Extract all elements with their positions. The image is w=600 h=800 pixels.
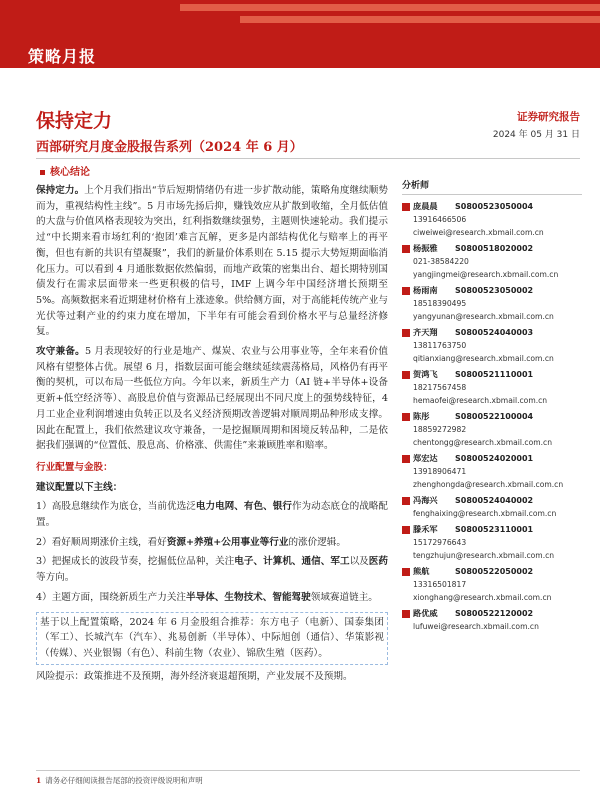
suggest-heading: [36, 480, 388, 496]
analyst-license: S0800518020002: [455, 244, 534, 253]
list-item-3-pre: 3）把握成长的波段节奏，挖掘低位品种，关注: [36, 556, 235, 568]
analyst-email[interactable]: lufuwei@research.xbmail.com.cn: [413, 622, 539, 631]
banner-stripe: [180, 4, 600, 11]
analyst-icon: [402, 329, 410, 337]
banner-stripe: [240, 16, 600, 23]
analyst-entry: [402, 326, 582, 365]
main-content: [36, 183, 388, 684]
paragraph-2: [36, 344, 388, 454]
analyst-license: S0800523110001: [455, 525, 534, 534]
analyst-entry: [402, 368, 582, 407]
footer-divider: [36, 770, 580, 771]
analyst-name: 杨振雅: [413, 243, 438, 253]
analyst-entry: [402, 284, 582, 323]
analyst-icon: [402, 413, 410, 421]
analyst-icon: [402, 455, 410, 463]
analyst-email[interactable]: tengzhujun@research.xbmail.com.cn: [413, 551, 555, 560]
analyst-phone: 13918906471: [413, 467, 467, 476]
paragraph-1: [36, 183, 388, 340]
analyst-phone: 18518390495: [413, 299, 467, 308]
analyst-name: 冯海兴: [413, 495, 438, 505]
sidebar-heading: 分析师: [402, 178, 582, 195]
analyst-entry: [402, 452, 582, 491]
analyst-icon: [402, 371, 410, 379]
analyst-row: [402, 565, 582, 578]
analyst-name: 路优威: [413, 608, 438, 618]
analyst-license: S0800521110001: [455, 370, 534, 379]
section-heading-label: 核心结论: [50, 167, 90, 178]
paragraph-2-text: 5 月表现较好的行业是地产、煤炭、农业与公用事业等，全年来看价值风格有望整体占优。展望 6 月，指数层面可能会继续延续震荡格局，风格仍有再平衡的契机，可以布局一些低位方向。今年以来，新质生产力（AI 链+半导体+设备更新+低空经济等）、高股息价值与资源品已经展现出不同尺度上的强势线特征，4 月工业企业利润增速由负转正以及名义经济预期改善逻辑对顺周期品种形成支撑。因此在配置上，我们依然建议攻守兼备，一是挖掘顺周期和困境反转品种，二是依据我们强调的“位置低、股息高、价格涨、供需佳”来兼顾胜率和赔率。: [36, 346, 389, 452]
analyst-icon: [402, 568, 410, 576]
analyst-phone: 15172976643: [413, 538, 467, 547]
analyst-row: [402, 494, 582, 507]
analyst-name: 庞晨晨: [413, 201, 438, 211]
analyst-license: S0800523050002: [455, 286, 534, 295]
banner-title: 策略月报: [28, 47, 97, 66]
analyst-entry: [402, 242, 582, 281]
report-subtitle: 西部研究月度金股报告系列（2024 年 6 月）: [36, 140, 303, 155]
analyst-email[interactable]: zhenghongda@research.xbmail.com.cn: [413, 480, 564, 489]
analyst-row: [402, 607, 582, 620]
analyst-icon: [402, 610, 410, 618]
title-divider: [36, 158, 580, 159]
analyst-phone: 13811763750: [413, 341, 467, 350]
suggest-heading-label: 建议配置以下主线：: [36, 481, 123, 493]
analyst-icon: [402, 245, 410, 253]
list-item-1-bold: 电力电网、有色、银行: [195, 501, 292, 513]
analyst-entry: [402, 523, 582, 562]
list-item-2-bold: 资源+养殖+公用事业等行业: [166, 536, 289, 548]
analyst-license: S0800523050004: [455, 202, 534, 211]
analyst-license: S0800522120002: [455, 609, 534, 618]
analyst-row: [402, 200, 582, 213]
analyst-row: [402, 410, 582, 423]
analyst-email[interactable]: hemaofei@research.xbmail.com.cn: [413, 396, 548, 405]
analyst-phone: 18859272982: [413, 425, 467, 434]
analyst-name: 郑宏达: [413, 453, 438, 463]
portfolio-recommendation: 基于以上配置策略，2024 年 6 月金股组合推荐：东方电子（电新）、国泰集团（军工）、长城汽车（汽车）、兆易创新（半导体）、中际旭创（通信）、华策影视（传媒）、兴业银锡（有色）、科前生物（农业）、锦欣生殖（医药）。: [36, 612, 388, 665]
analyst-entry: [402, 565, 582, 604]
analyst-name: 齐天翔: [413, 327, 438, 337]
list-item-3-post: 等方向。: [36, 572, 75, 584]
paragraph-1-lead: 保持定力。: [36, 185, 85, 196]
list-item-1: [36, 499, 388, 530]
list-item-1-pre: 1）高股息继续作为底仓，当前优选泛: [36, 501, 196, 513]
report-title: 保持定力: [36, 110, 113, 132]
analyst-phone: 13916466506: [413, 215, 467, 224]
analyst-email[interactable]: yangyunan@research.xbmail.com.cn: [413, 312, 554, 321]
risk-warning: 风险提示：政策推进不及预期，海外经济衰退超预期，产业发展不及预期。: [36, 670, 353, 682]
list-item-4-post: 领域赛道链主。: [310, 591, 378, 603]
config-heading: 行业配置与金股：: [36, 461, 113, 473]
analyst-list: [402, 200, 582, 633]
analyst-icon: [402, 203, 410, 211]
analyst-icon: [402, 497, 410, 505]
list-item-2-post: 的涨价逻辑。: [288, 536, 346, 548]
paragraph-2-lead: 攻守兼备。: [36, 346, 85, 358]
analyst-icon: [402, 287, 410, 295]
analyst-entry: [402, 607, 582, 633]
report-type: 证券研究报告: [517, 111, 580, 123]
analyst-row: [402, 284, 582, 297]
analyst-name: 熊航: [413, 566, 430, 576]
analyst-icon: [402, 526, 410, 534]
analyst-sidebar: [402, 178, 582, 636]
analyst-row: [402, 368, 582, 381]
list-item-1-post: 作为动态底仓的战略配置。: [36, 501, 389, 529]
list-item-3: [36, 554, 388, 585]
list-item-3-mid: 以及: [349, 556, 369, 568]
analyst-email[interactable]: yangjingmei@research.xbmail.com.cn: [413, 270, 559, 279]
analyst-license: S0800522100004: [455, 412, 534, 421]
analyst-name: 杨雨南: [413, 285, 438, 295]
analyst-email[interactable]: xionghang@research.xbmail.com.cn: [413, 593, 552, 602]
analyst-license: S0800522050002: [455, 567, 534, 576]
analyst-license: S0800524040002: [455, 496, 534, 505]
list-item-2-pre: 2）看好顺周期涨价主线，看好: [36, 536, 167, 548]
analyst-name: 陈彤: [413, 411, 430, 421]
analyst-row: [402, 326, 582, 339]
list-item-4: [36, 590, 388, 606]
page-number: 1: [36, 776, 42, 785]
analyst-row: [402, 452, 582, 465]
footer-disclaimer: 请务必仔细阅读报告尾部的投资评级说明和声明: [45, 776, 203, 785]
bullet-square-icon: [40, 170, 45, 175]
analyst-entry: [402, 200, 582, 239]
paragraph-1-text: 上个月我们指出“节后短期情绪仍有进一步扩散动能，策略角度继续顺势而为，重视结构性主线”。5 月市场先扬后抑，赚钱效应从扩散到收缩，全月低估值的大盘与价值风格表现较为突出，红利指数继续强势，主题则快速轮动。我们提示过“中长期来看市场红利的‘抱团’难言瓦解，更多是内部结构优化与赔率上的再平衡，但也有新的共识有望凝聚”，我们的新量价体系则在 5.15 提示大势短期面临消化压力。可以看到 4 月通胀数据依然偏弱，而地产政策的密集出台、超长期特别国债发行在需求层面带来一些更积极的信号，IMF 上调今年中国经济增长预期至 5%。高频数据来看近期建材价格有上涨迹象。供给侧方面，对于高能耗传统产业与光伏等过剩产业的约束力度在增加，下半年有可能会看到价格水平与总量经济修复。: [36, 185, 389, 338]
list-item-2: [36, 535, 388, 551]
analyst-phone: 13316501817: [413, 580, 467, 589]
analyst-row: [402, 242, 582, 255]
footer: [36, 775, 203, 786]
analyst-entry: [402, 494, 582, 520]
analyst-phone: 021-38584220: [413, 257, 469, 266]
analyst-email[interactable]: chentongg@research.xbmail.com.cn: [413, 438, 553, 447]
analyst-license: S0800524020001: [455, 454, 534, 463]
analyst-email[interactable]: ciweiwei@research.xbmail.com.cn: [413, 228, 544, 237]
analyst-row: [402, 523, 582, 536]
analyst-name: 贺鸿飞: [413, 369, 438, 379]
report-date: 2024 年 05 月 31 日: [492, 130, 580, 140]
header-banner: [0, 0, 600, 68]
analyst-email[interactable]: qitianxiang@research.xbmail.com.cn: [413, 354, 554, 363]
analyst-email[interactable]: fenghaixing@research.xbmail.com.cn: [413, 509, 557, 518]
analyst-license: S0800524040003: [455, 328, 534, 337]
list-item-4-pre: 4）主题方面，围绕新质生产力关注: [36, 591, 187, 603]
list-item-3-bold-2: 医药: [368, 556, 388, 568]
list-item-4-bold: 半导体、生物技术、智能驾驶: [186, 591, 311, 603]
list-item-3-bold: 电子、计算机、通信、军工: [234, 556, 350, 568]
analyst-name: 滕禾军: [413, 524, 438, 534]
section-heading: [40, 163, 90, 178]
analyst-entry: [402, 410, 582, 449]
analyst-phone: 18217567458: [413, 383, 467, 392]
